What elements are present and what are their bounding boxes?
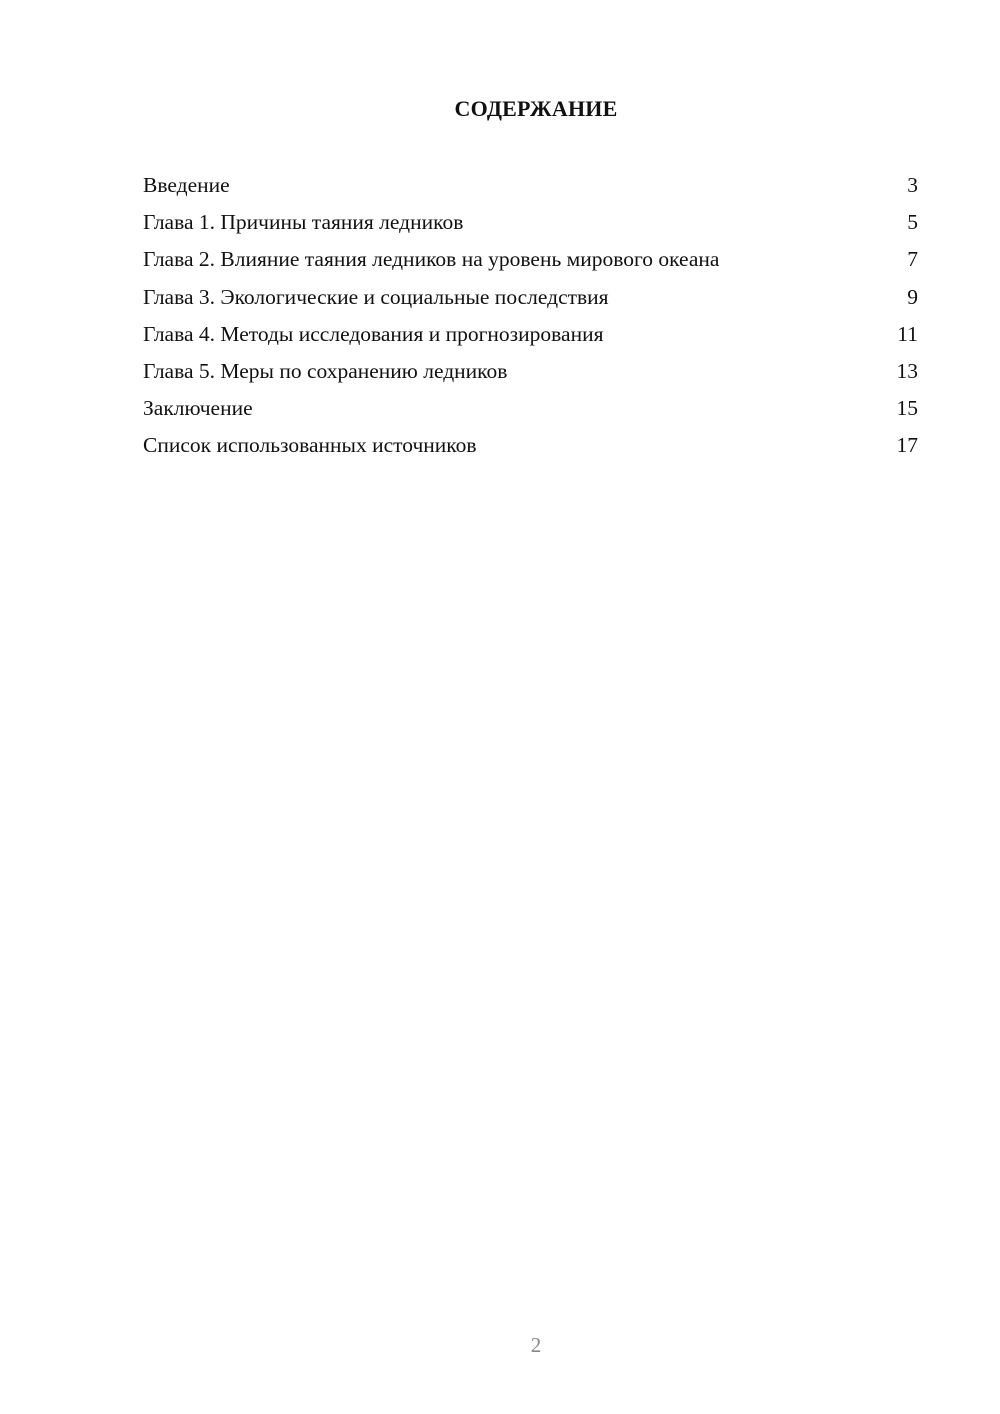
toc-entry-page-number: 9 <box>907 284 918 309</box>
toc-entry-label: Глава 2. Влияние таяния ледников на уровень мирового океана <box>143 247 720 272</box>
toc-entry-page-number: 13 <box>896 358 918 383</box>
toc-entry-page-number: 3 <box>907 173 918 197</box>
toc-entry-chapter-2 <box>143 241 918 278</box>
toc-entry-page-number: 17 <box>896 433 918 458</box>
toc-entry-label: Введение <box>143 173 230 197</box>
toc-entry-chapter-1 <box>143 204 918 241</box>
toc-entry-page-number: 11 <box>897 321 918 346</box>
toc-list <box>143 167 918 465</box>
toc-entry-page-number: 7 <box>907 247 918 272</box>
toc-entry-chapter-4 <box>143 316 918 353</box>
toc-entry-label: Глава 3. Экологические и социальные последствия <box>143 284 609 309</box>
toc-entry-references <box>143 427 918 464</box>
toc-entry-chapter-3 <box>143 279 918 316</box>
toc-entry-label: Глава 1. Причины таяния ледников <box>143 210 464 235</box>
toc-entry-introduction <box>143 167 918 204</box>
toc-entry-label: Глава 4. Методы исследования и прогнозирования <box>143 321 604 346</box>
toc-entry-label: Заключение <box>143 396 253 421</box>
page-number: 2 <box>530 1333 542 1357</box>
toc-entry-page-number: 15 <box>896 396 918 421</box>
toc-entry-label: Глава 5. Меры по сохранению ледников <box>143 358 508 383</box>
toc-title: СОДЕРЖАНИЕ <box>454 96 618 121</box>
toc-entry-label: Список использованных источников <box>143 433 477 458</box>
toc-entry-chapter-5 <box>143 353 918 390</box>
toc-entry-page-number: 5 <box>907 210 918 235</box>
toc-entry-conclusion <box>143 390 918 427</box>
